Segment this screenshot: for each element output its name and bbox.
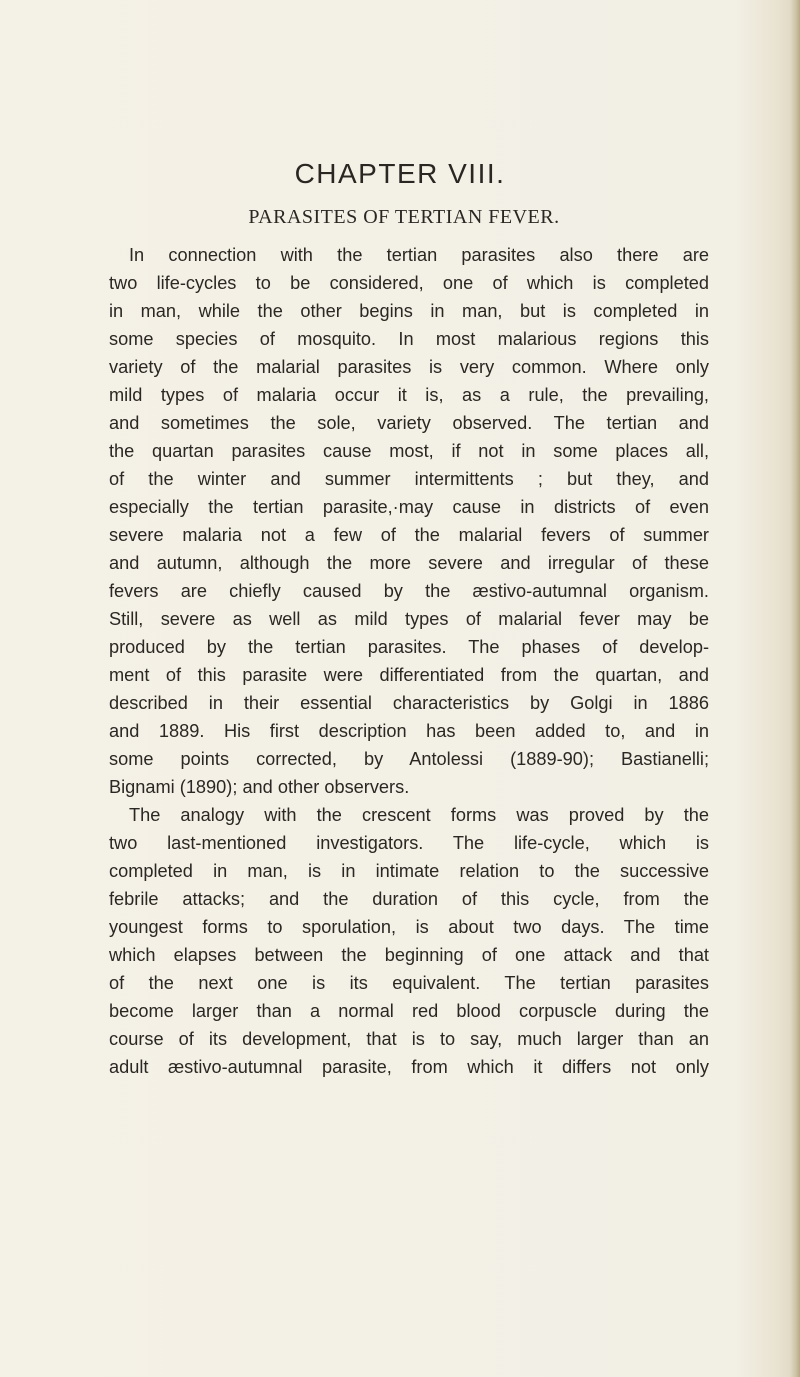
text-line: Still, severe as well as mild types of malarial fever may be [109,609,709,629]
text-line: Bignami (1890); and other observers. [109,777,410,797]
text-line: some species of mosquito. In most malarious regions this [109,329,709,349]
text-line: The analogy with the crescent forms was proved by the [129,805,709,825]
text-line: variety of the malarial parasites is very common. Where only [109,357,709,377]
text-line: In connection with the tertian parasites also there are [129,245,709,265]
text-line: the quartan parasites cause most, if not in some places all, [109,441,709,461]
text-line: of the next one is its equivalent. The tertian parasites [109,973,709,993]
text-line: mild types of malaria occur it is, as a rule, the prevailing, [109,385,709,405]
text-line: completed in man, is in intimate relation to the successive [109,861,709,881]
text-line: febrile attacks; and the duration of this cycle, from the [109,889,709,909]
text-line: and sometimes the sole, variety observed. The tertian and [109,413,709,433]
section-heading: PARASITES OF TERTIAN FEVER. [248,206,560,228]
text-line: become larger than a normal red blood corpuscle during the [109,1001,709,1021]
text-line: and autumn, although the more severe and irregular of these [109,553,709,573]
text-line: youngest forms to sporulation, is about two days. The time [109,917,709,937]
text-line: course of its development, that is to say, much larger than an [109,1029,709,1049]
text-line: adult æstivo-autumnal parasite, from which it differs not only [109,1057,709,1077]
text-line: of the winter and summer intermittents ; but they, and [109,469,709,489]
text-line: especially the tertian parasite,·may cause in districts of even [109,497,709,517]
text-line: two last-mentioned investigators. The life-cycle, which is [109,833,709,853]
body-paragraphs [109,241,709,1081]
text-line: which elapses between the beginning of one attack and that [109,945,709,965]
text-line: two life-cycles to be considered, one of which is completed [109,273,709,293]
text-line: described in their essential characteristics by Golgi in 1886 [109,693,709,713]
text-line: fevers are chiefly caused by the æstivo-autumnal organism. [109,581,709,601]
text-line: severe malaria not a few of the malarial fevers of summer [109,525,709,545]
chapter-heading: CHAPTER VIII. [294,158,506,189]
text-line: produced by the tertian parasites. The phases of develop- [109,637,709,657]
text-line: some points corrected, by Antolessi (1889-90); Bastianelli; [109,749,709,769]
text-line: in man, while the other begins in man, but is completed in [109,301,709,321]
text-line: and 1889. His first description has been added to, and in [109,721,709,741]
text-line: ment of this parasite were differentiated from the quartan, and [109,665,709,685]
